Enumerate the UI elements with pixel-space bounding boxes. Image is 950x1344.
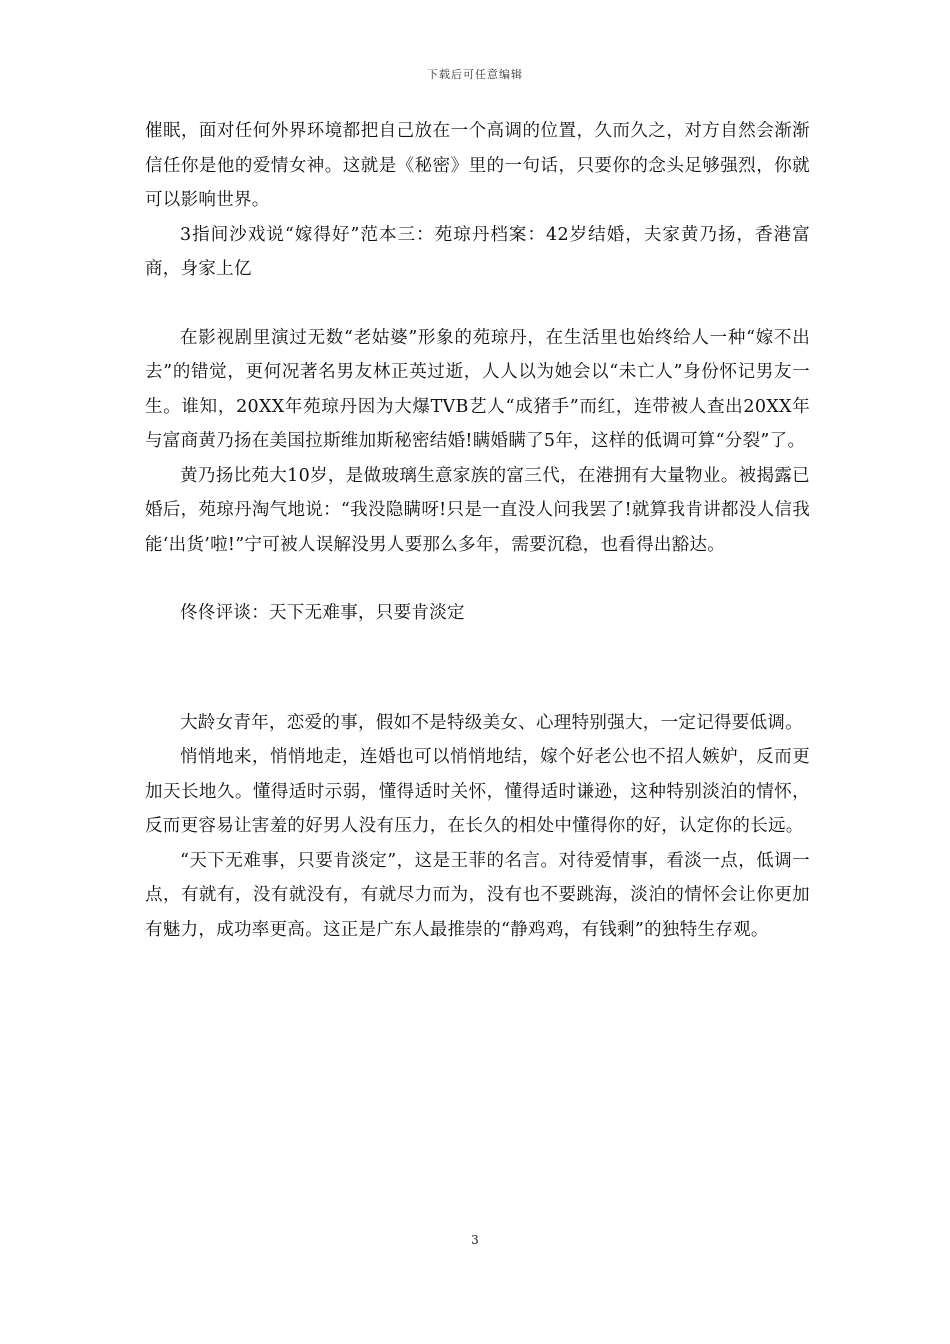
paragraph-spacer [145, 287, 810, 321]
paragraph-spacer [145, 631, 810, 706]
paragraph-profile: 在影视剧里演过无数“老姑婆”形象的苑琼丹，在生活里也始终给人一种“嫁不出去”的错觉，更何况著名男友林正英过逝，人人以为她会以“未亡人”身份怀记男友一生。谁知，20XX年苑琼丹因为大爆TVB艺人“成猪手”而红，连带被人查出20XX年与富商黄乃扬在美国拉斯维加斯秘密结婚!瞒婚瞒了5年，这样的低调可算“分裂”了。 [145, 327, 810, 451]
paragraph-commentary-title: 佟佟评谈：天下无难事，只要肯淡定 [180, 603, 465, 623]
paragraph-continuation: 催眠，面对任何外界环境都把自己放在一个高调的位置，久而久之，对方自然会渐渐信任你是他的爱情女神。这就是《秘密》里的一句话，只要你的念头足够强烈，你就可以影响世界。 [145, 121, 810, 210]
document-body [145, 114, 810, 947]
paragraph-spacer [145, 562, 810, 596]
paragraph-example-heading: 3指间沙戏说“嫁得好”范本三：苑琼丹档案：42岁结婚，夫家黄乃扬，香港富商，身家上亿 [145, 224, 810, 279]
page-header: 下载后可任意编辑 [427, 68, 523, 81]
page-number: 3 [471, 1233, 479, 1247]
paragraph-advice: 大龄女青年，恋爱的事，假如不是特级美女、心理特别强大，一定记得要低调。 [180, 712, 803, 733]
paragraph-quiet-marriage: 悄悄地来，悄悄地走，连婚也可以悄悄地结，嫁个好老公也不招人嫉妒，反而更加天长地久。懂得适时示弱，懂得适时关怀，懂得适时谦逊，这种特别淡泊的情怀，反而更容易让害羞的好男人没有压力，在长久的相处中懂得你的好，认定你的长远。 [145, 747, 810, 836]
paragraph-faye-quote: “天下无难事，只要肯淡定”，这是王菲的名言。对待爱情事，看淡一点，低调一点，有就有，没有就没有，有就尽力而为，没有也不要跳海，淡泊的情怀会让你更加有魅力，成功率更高。这正是广东人最推崇的“静鸡鸡，有钱剩”的独特生存观。 [145, 850, 810, 940]
paragraph-husband: 黄乃扬比苑大10岁，是做玻璃生意家族的富三代，在港拥有大量物业。被揭露已婚后，苑琼丹淘气地说：“我没隐瞒呀!只是一直没人问我罢了!就算我肯讲都没人信我能‘出货’啦!”宁可被人误解没男人要那么多年，需要沉稳，也看得出豁达。 [145, 465, 810, 555]
